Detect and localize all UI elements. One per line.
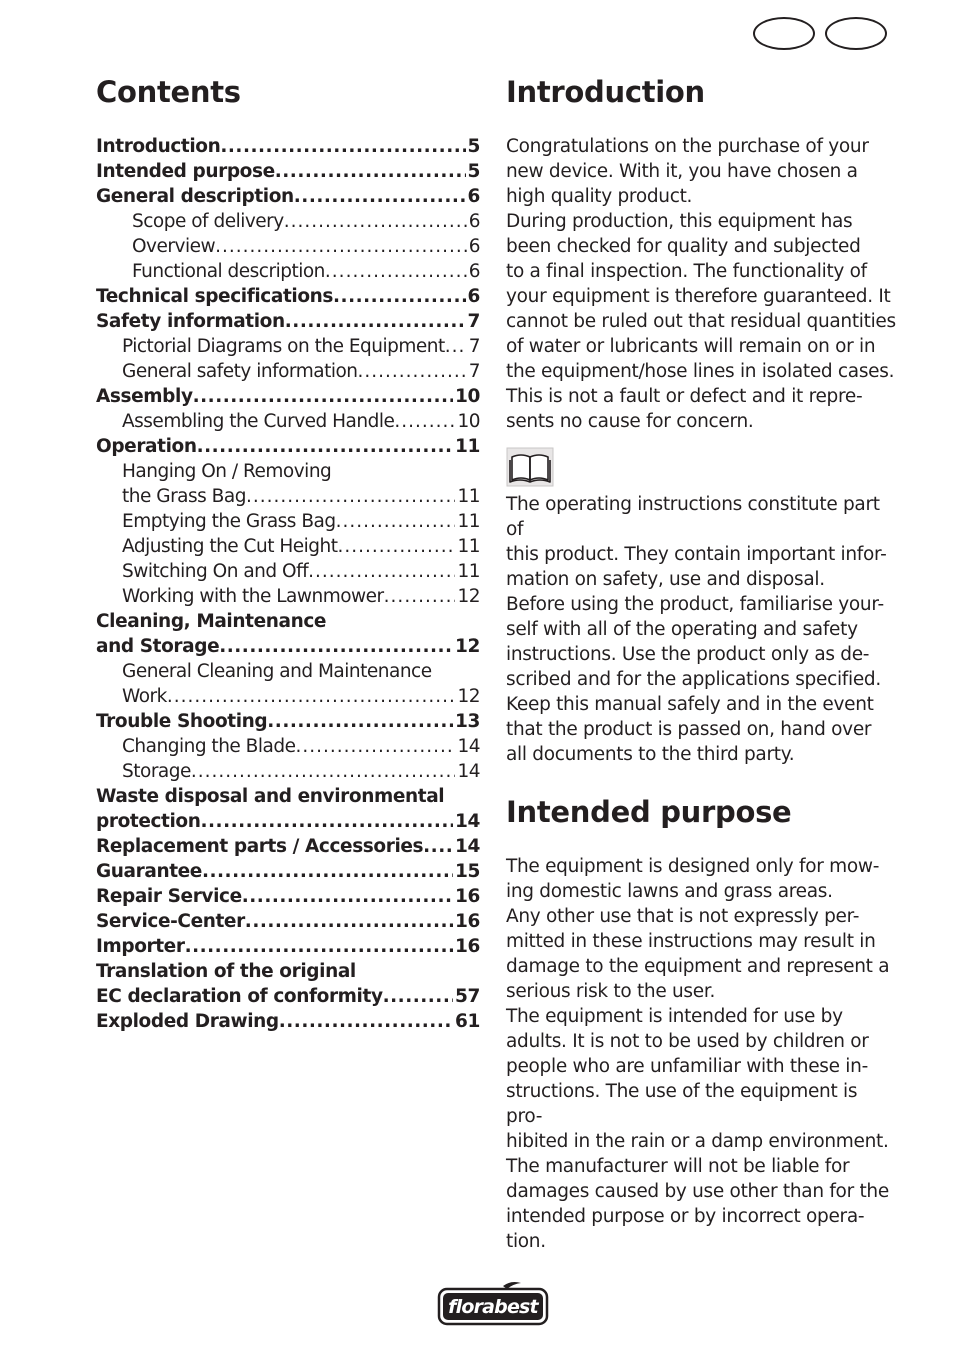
contents-heading: Contents [96,75,241,109]
toc-entry-title: Safety information [96,311,285,332]
toc-entry-page: 7 [468,336,480,357]
toc-entry-title: Cleaning, Maintenance [96,611,327,632]
toc-entry-title: Translation of the original [96,961,356,982]
toc-entry-page: 11 [455,436,480,457]
toc-leader-dots [267,709,453,734]
toc-entry-title: Repair Service [96,886,242,907]
text-line: The equipment is designed only for mow- [506,856,880,877]
toc-leader-dots [308,559,455,584]
toc-entry-title: EC declaration of conformity [96,986,383,1007]
toc-leader-dots [358,359,467,384]
book-icon [506,447,554,487]
toc-entry-title: protection [96,811,201,832]
toc-entry [96,984,480,1009]
toc-entry-page: 14 [457,736,480,757]
text-line: the equipment/hose lines in isolated cases. [506,361,895,382]
toc-leader-dots [295,734,455,759]
toc-leader-dots [394,409,455,434]
toc-entry [96,134,480,159]
toc-entry-title: Technical specifications [96,286,334,307]
contents-column [96,72,480,1034]
toc-leader-dots [445,334,467,359]
text-line: mitted in these instructions may result in [506,931,876,952]
toc-entry [96,934,480,959]
toc-leader-dots [193,384,453,409]
toc-leader-dots [220,134,465,159]
toc-leader-dots [219,634,453,659]
toc-entry-title: Scope of delivery [132,211,284,232]
toc-entry [96,359,480,384]
text-line: structions. The use of the equipment is pro- [506,1081,858,1127]
toc-entry-title: General Cleaning and Maintenance [122,661,432,682]
toc-entry [96,234,480,259]
toc-entry-page: 16 [455,911,480,932]
toc-entry [96,609,480,634]
toc-entry-title: Guarantee [96,861,202,882]
text-line: people who are unfamiliar with these in- [506,1056,868,1077]
toc-entry-title: Trouble Shooting [96,711,268,732]
toc-entry-page: 5 [467,136,480,157]
text-line: new device. With it, you have chosen a [506,161,858,182]
toc-leader-dots [285,309,466,334]
text-line: This is not a fault or defect and it repre- [506,386,863,407]
toc-entry-title: Changing the Blade [122,736,296,757]
toc-entry-title: Storage [122,761,191,782]
toc-entry [96,859,480,884]
florabest-logo [437,1280,549,1326]
text-line: Keep this manual safely and in the event [506,694,874,715]
toc-entry-title: Switching On and Off [122,561,309,582]
toc-entry-page: 16 [455,936,480,957]
toc-entry-page: 6 [468,211,480,232]
text-line: high quality product. [506,186,693,207]
toc-entry-page: 10 [455,386,480,407]
text-line: damages caused by use other than for the [506,1181,889,1202]
text-line: of water or lubricants will remain on or in [506,336,876,357]
toc-entry [96,784,480,809]
toc-entry [96,459,480,484]
text-line: adults. It is not to be used by children or [506,1031,869,1052]
toc-entry-page: 61 [455,1011,480,1032]
text-line: The manufacturer will not be liable for [506,1156,850,1177]
language-badge [825,17,887,50]
instructions-paragraph [506,492,896,767]
toc-leader-dots [167,684,456,709]
text-line: self with all of the operating and safety [506,619,858,640]
toc-leader-dots [279,1009,453,1034]
toc-entry-title: Emptying the Grass Bag [122,511,336,532]
table-of-contents [96,134,480,1034]
toc-entry [96,709,480,734]
text-line: hibited in the rain or a damp environment. [506,1131,889,1152]
toc-entry-page: 15 [455,861,480,882]
text-line: Congratulations on the purchase of your [506,136,869,157]
toc-entry-page: 6 [467,286,480,307]
toc-entry [96,184,480,209]
toc-entry-title: Exploded Drawing [96,1011,279,1032]
toc-entry-page: 7 [468,361,480,382]
toc-entry-title: Intended purpose [96,161,275,182]
toc-entry-page: 13 [455,711,480,732]
toc-entry-title: General safety information [122,361,358,382]
toc-entry-title: Replacement parts / Accessories [96,836,424,857]
toc-entry-page: 11 [457,561,480,582]
toc-entry-page: 11 [457,486,480,507]
text-line: cannot be ruled out that residual quantities [506,311,896,332]
toc-leader-dots [185,934,453,959]
toc-entry [96,734,480,759]
toc-entry [96,909,480,934]
text-line: all documents to the third party. [506,744,795,765]
toc-leader-dots [423,834,453,859]
toc-entry-title: and Storage [96,636,220,657]
toc-entry-page: 57 [455,986,480,1007]
toc-entry-title: Hanging On / Removing [122,461,332,482]
toc-entry-page: 12 [457,586,480,607]
toc-entry-page: 12 [455,636,480,657]
toc-leader-dots [202,859,453,884]
toc-entry [96,659,480,684]
toc-entry-title: Functional description [132,261,325,282]
text-line: ing domestic lawns and grass areas. [506,881,833,902]
toc-entry-title: the Grass Bag [122,486,246,507]
introduction-heading: Introduction [506,75,705,109]
toc-leader-dots [197,434,453,459]
text-line: intended purpose or by incorrect opera- [506,1206,865,1227]
text-line: serious risk to the user. [506,981,716,1002]
toc-entry-page: 14 [455,836,480,857]
toc-entry-page: 6 [467,186,480,207]
text-line: The operating instructions constitute part of [506,494,880,540]
text-line: your equipment is therefore guaranteed. It [506,286,891,307]
text-line: During production, this equipment has [506,211,853,232]
toc-entry-page: 7 [467,311,480,332]
text-line: damage to the equipment and represent a [506,956,890,977]
intended-purpose-paragraph [506,854,896,1254]
text-line: sents no cause for concern. [506,411,754,432]
text-line: to a final inspection. The functionality of [506,261,867,282]
toc-leader-dots [333,284,466,309]
toc-entry [96,534,480,559]
toc-entry-title: Assembling the Curved Handle [122,411,395,432]
toc-entry [96,284,480,309]
text-line: Before using the product, familiarise your- [506,594,884,615]
toc-entry [96,959,480,984]
toc-entry [96,159,480,184]
text-line: mation on safety, use and disposal. [506,569,825,590]
toc-leader-dots [275,159,466,184]
toc-entry-title: Service-Center [96,911,245,932]
toc-entry [96,834,480,859]
toc-entry-page: 14 [457,761,480,782]
toc-leader-dots [191,759,456,784]
toc-entry-title: Overview [132,236,216,257]
toc-entry [96,884,480,909]
toc-entry-page: 6 [468,261,480,282]
text-line: Any other use that is not expressly per- [506,906,860,927]
toc-entry [96,334,480,359]
toc-entry-page: 16 [455,886,480,907]
text-line: The equipment is intended for use by [506,1006,843,1027]
toc-entry-title: Assembly [96,386,193,407]
toc-entry [96,684,480,709]
text-line: been checked for quality and subjected [506,236,861,257]
toc-entry-title: General description [96,186,294,207]
text-column [506,72,896,1254]
toc-entry [96,309,480,334]
toc-entry-page: 12 [457,686,480,707]
toc-entry-page: 6 [468,236,480,257]
toc-entry [96,634,480,659]
toc-entry [96,484,480,509]
toc-entry [96,434,480,459]
toc-entry-title: Operation [96,436,197,457]
toc-entry-page: 11 [457,536,480,557]
text-line: instructions. Use the product only as de- [506,644,870,665]
toc-entry [96,259,480,284]
logo-text: florabest [448,1296,538,1318]
text-line: scribed and for the applications specified. [506,669,881,690]
toc-entry-page: 14 [455,811,480,832]
toc-leader-dots [325,259,467,284]
text-line: that the product is passed on, hand over [506,719,872,740]
toc-leader-dots [246,484,456,509]
toc-entry-page: 11 [457,511,480,532]
toc-entry-title: Working with the Lawnmower [122,586,384,607]
toc-leader-dots [384,584,456,609]
toc-leader-dots [215,234,467,259]
toc-entry-title: Adjusting the Cut Height [122,536,338,557]
toc-entry-title: Pictorial Diagrams on the Equipment [122,336,445,357]
language-badge [753,17,815,50]
toc-leader-dots [245,909,453,934]
text-line: this product. They contain important infor- [506,544,887,565]
toc-entry [96,759,480,784]
toc-entry [96,409,480,434]
toc-leader-dots [201,809,454,834]
toc-entry-page: 10 [457,411,480,432]
toc-entry [96,584,480,609]
toc-entry-title: Importer [96,936,185,957]
toc-entry [96,384,480,409]
toc-entry [96,559,480,584]
toc-entry-title: Waste disposal and environmental [96,786,445,807]
toc-leader-dots [242,884,453,909]
toc-leader-dots [284,209,467,234]
toc-leader-dots [294,184,466,209]
toc-leader-dots [336,509,456,534]
toc-entry [96,1009,480,1034]
toc-entry-title: Introduction [96,136,221,157]
toc-entry [96,809,480,834]
intended-purpose-heading: Intended purpose [506,795,792,829]
toc-entry-title: Work [122,686,167,707]
text-line: tion. [506,1231,546,1252]
toc-entry [96,509,480,534]
toc-leader-dots [338,534,456,559]
introduction-paragraph [506,134,896,434]
toc-leader-dots [383,984,453,1009]
toc-entry [96,209,480,234]
toc-entry-page: 5 [467,161,480,182]
